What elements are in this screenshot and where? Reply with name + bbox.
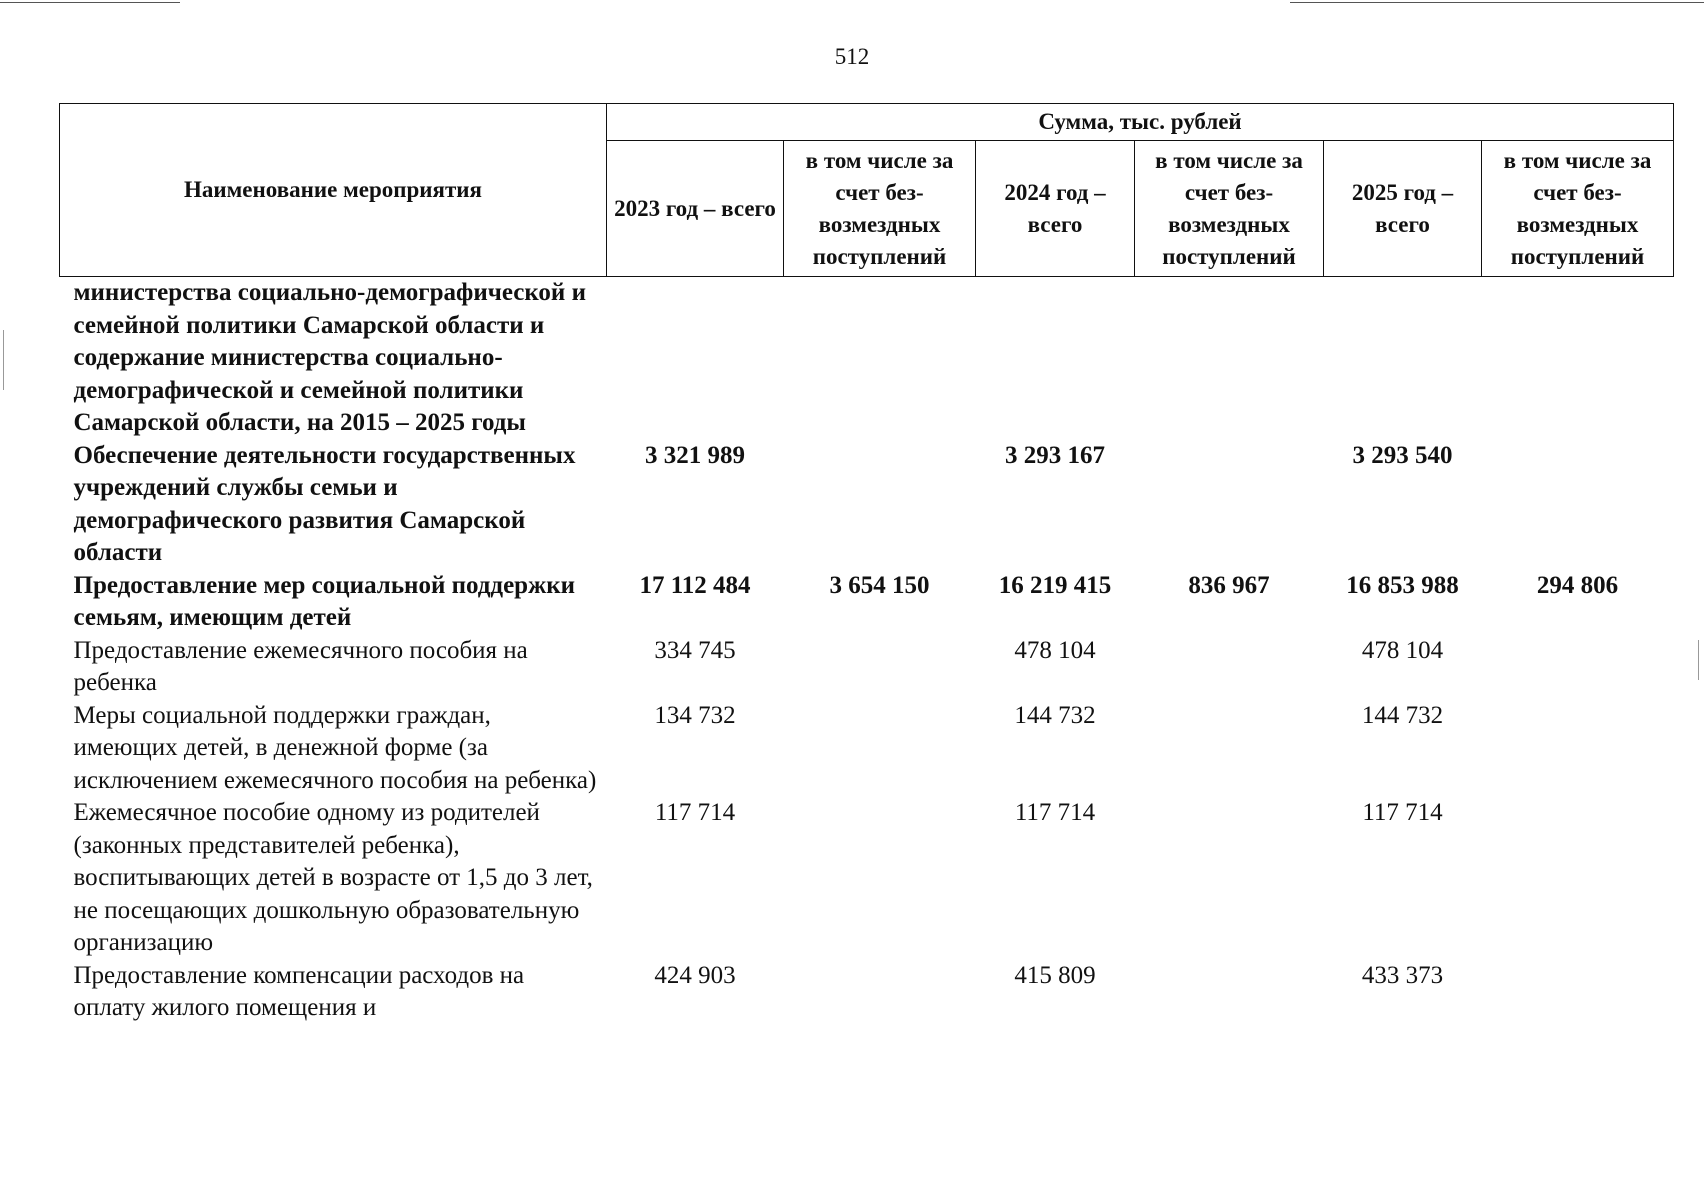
table-row: [60, 440, 1674, 570]
scan-edge-line: [0, 2, 180, 3]
table-row: [60, 277, 1674, 440]
table-row: [60, 797, 1674, 960]
cell-2025-total: 144 732: [1361, 701, 1444, 729]
row-name: Ежемесячное пособие одному из родителей (законных представителей ребенка), воспитывающих детей в возрасте от 1,5 до 3 лет, не посещающих дошкольную образовательную организацию: [73, 799, 593, 956]
scan-margin-mark: [3, 330, 4, 390]
cell-2024-total: [976, 277, 1135, 440]
header-2023-grants: в том числе за счет без-возмездных поступлений: [784, 141, 976, 277]
row-name: Обеспечение деятельности государственных учреждений службы семьи и демографического развития Самарской области: [73, 441, 576, 566]
cell-2025-grants: [1482, 960, 1674, 1025]
cell-2023-total: [607, 277, 784, 440]
table-row: [60, 635, 1674, 700]
cell-2023-total: 334 745: [654, 636, 736, 664]
cell-2025-grants: [1482, 700, 1674, 798]
cell-2025-total: 433 373: [1361, 961, 1444, 989]
header-2025-grants: в том числе за счет без-возмездных поступлений: [1482, 141, 1674, 277]
cell-2023-total: 117 714: [654, 799, 736, 826]
cell-2025-total: 117 714: [1362, 799, 1443, 826]
cell-2024-total: 117 714: [1014, 799, 1096, 826]
cell-2023-grants: [784, 440, 976, 570]
header-name-column: Наименование мероприятия: [60, 104, 607, 277]
cell-2024-grants: 836 967: [1188, 571, 1270, 599]
cell-2024-total: 3 293 167: [1005, 441, 1105, 469]
row-name: министерства социально-демографической и семейной политики Самарской области и содержание министерства социально-демографической и семейной политики Самарской области, на 2015 – 2025 годы: [73, 279, 586, 436]
cell-2025-grants: [1482, 277, 1674, 440]
header-2025-total: 2025 год – всего: [1324, 141, 1482, 277]
row-name: Предоставление ежемесячного пособия на ребенка: [73, 636, 528, 696]
cell-2025-grants: 294 806: [1536, 571, 1619, 599]
cell-2023-grants: [784, 797, 976, 960]
cell-2024-grants: [1135, 797, 1324, 960]
cell-2025-total: [1324, 277, 1482, 440]
cell-2024-grants: [1135, 440, 1324, 570]
cell-2023-total: 134 732: [654, 701, 736, 729]
cell-2023-grants: [784, 960, 976, 1025]
cell-2024-total: 16 219 415: [998, 571, 1112, 599]
table-row: [60, 960, 1674, 1025]
row-name: Предоставление мер социальной поддержки семьям, имеющим детей: [73, 571, 576, 631]
cell-2024-total: 144 732: [1014, 701, 1096, 729]
scan-margin-mark: [1698, 640, 1699, 680]
cell-2023-total: 424 903: [654, 961, 736, 989]
cell-2023-grants: [784, 700, 976, 798]
scan-edge-line: [1290, 2, 1704, 3]
row-name: Предоставление компенсации расходов на оплату жилого помещения и: [73, 961, 525, 1021]
cell-2024-grants: [1135, 700, 1324, 798]
table-row: [60, 700, 1674, 798]
cell-2025-total: 16 853 988: [1346, 571, 1459, 599]
cell-2023-grants: [784, 635, 976, 700]
cell-2025-grants: [1482, 797, 1674, 960]
table-header: [60, 104, 1674, 277]
cell-2023-total: 17 112 484: [639, 571, 751, 599]
cell-2024-total: 415 809: [1014, 961, 1096, 989]
cell-2025-total: 478 104: [1361, 636, 1444, 664]
cell-2025-grants: [1482, 440, 1674, 570]
header-2024-total: 2024 год – всего: [976, 141, 1135, 277]
cell-2024-grants: [1135, 635, 1324, 700]
table-body: [60, 277, 1674, 1025]
cell-2023-total: 3 321 989: [645, 441, 745, 469]
cell-2025-grants: [1482, 635, 1674, 700]
header-2024-grants: в том числе за счет без-возмездных поступлений: [1135, 141, 1324, 277]
cell-2024-grants: [1135, 277, 1324, 440]
cell-2025-total: 3 293 540: [1352, 441, 1453, 469]
row-name: Меры социальной поддержки граждан, имеющих детей, в денежной форме (за исключением ежемесячного пособия на ребенка): [73, 701, 597, 794]
cell-2024-total: 478 104: [1014, 636, 1096, 664]
page-number: 512: [834, 44, 870, 69]
header-2023-total: 2023 год – всего: [607, 141, 784, 277]
cell-2023-grants: [784, 277, 976, 440]
cell-2024-grants: [1135, 960, 1324, 1025]
header-sum-group: Сумма, тыс. рублей: [607, 104, 1674, 141]
cell-2023-grants: 3 654 150: [829, 571, 930, 599]
table-row: [60, 570, 1674, 635]
budget-table: [59, 103, 1674, 1025]
